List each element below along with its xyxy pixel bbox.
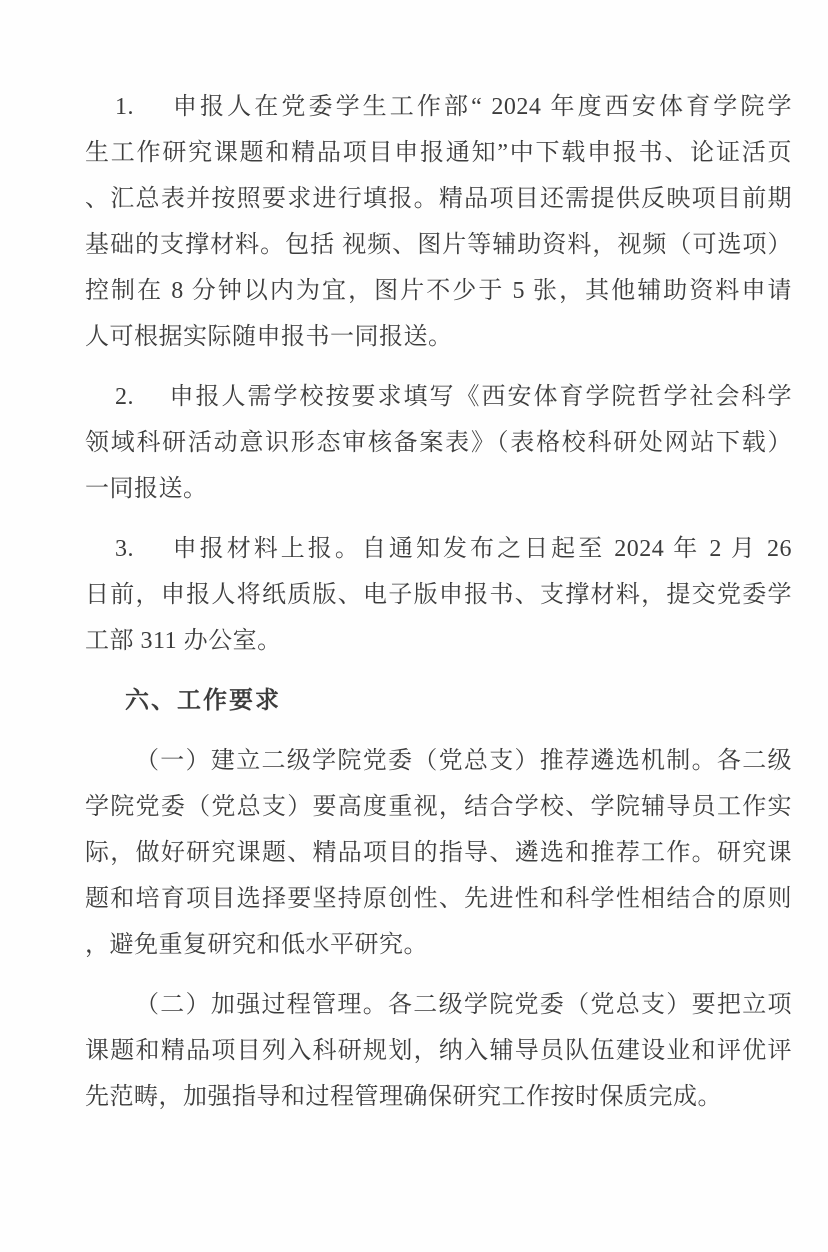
text-line: 基础的支撑材料。包括 视频、图片等辅助资料，视频（可选项） xyxy=(85,232,792,258)
paragraph-sub-1 xyxy=(85,738,792,968)
heading-text: 六、工作要求 xyxy=(125,688,281,714)
text-line: 课题和精品项目列入科研规划，纳入辅导员队伍建设业和评优评 xyxy=(85,1038,792,1064)
text-line: 人可根据实际随申报书一同报送。 xyxy=(85,324,453,350)
paragraph-item-3 xyxy=(85,526,792,664)
text-line: 日前，申报人将纸质版、电子版申报书、支撑材料，提交党委学 xyxy=(85,582,792,608)
paragraph-sub-2 xyxy=(85,982,792,1120)
text-line: 题和培育项目选择要坚持原创性、先进性和科学性相结合的原则 xyxy=(85,886,792,912)
text-line: 一同报送。 xyxy=(85,476,208,502)
text-line: 先范畴，加强指导和过程管理确保研究工作按时保质完成。 xyxy=(85,1084,722,1110)
text-line: 1. 申报人在党委学生工作部“ 2024 年度西安体育学院学 xyxy=(115,94,792,120)
paragraph-item-2 xyxy=(85,374,792,512)
text-line: （二）加强过程管理。各二级学院党委（党总支）要把立项 xyxy=(135,992,792,1018)
text-line: 、汇总表并按照要求进行填报。精品项目还需提供反映项目前期 xyxy=(85,186,792,212)
text-line: （一）建立二级学院党委（党总支）推荐遴选机制。各二级 xyxy=(135,748,792,774)
text-line: 学院党委（党总支）要高度重视，结合学校、学院辅导员工作实 xyxy=(85,794,792,820)
text-line: 生工作研究课题和精品项目申报通知”中下载申报书、论证活页 xyxy=(85,140,792,166)
text-line: 2. 申报人需学校按要求填写《西安体育学院哲学社会科学 xyxy=(115,384,792,410)
paragraph-item-1 xyxy=(85,84,792,360)
section-heading-work-requirements xyxy=(85,678,792,724)
text-line: 际，做好研究课题、精品项目的指导、遴选和推荐工作。研究课 xyxy=(85,840,792,866)
text-line: ，避免重复研究和低水平研究。 xyxy=(85,932,428,958)
text-line: 领域科研活动意识形态审核备案表》（表格校科研处网站下载） xyxy=(85,430,792,456)
text-line: 工部 311 办公室。 xyxy=(85,628,282,654)
text-line: 控制在 8 分钟以内为宜，图片不少于 5 张，其他辅助资料申请 xyxy=(85,278,792,304)
text-line: 3. 申报材料上报。自通知发布之日起至 2024 年 2 月 26 xyxy=(115,536,792,562)
